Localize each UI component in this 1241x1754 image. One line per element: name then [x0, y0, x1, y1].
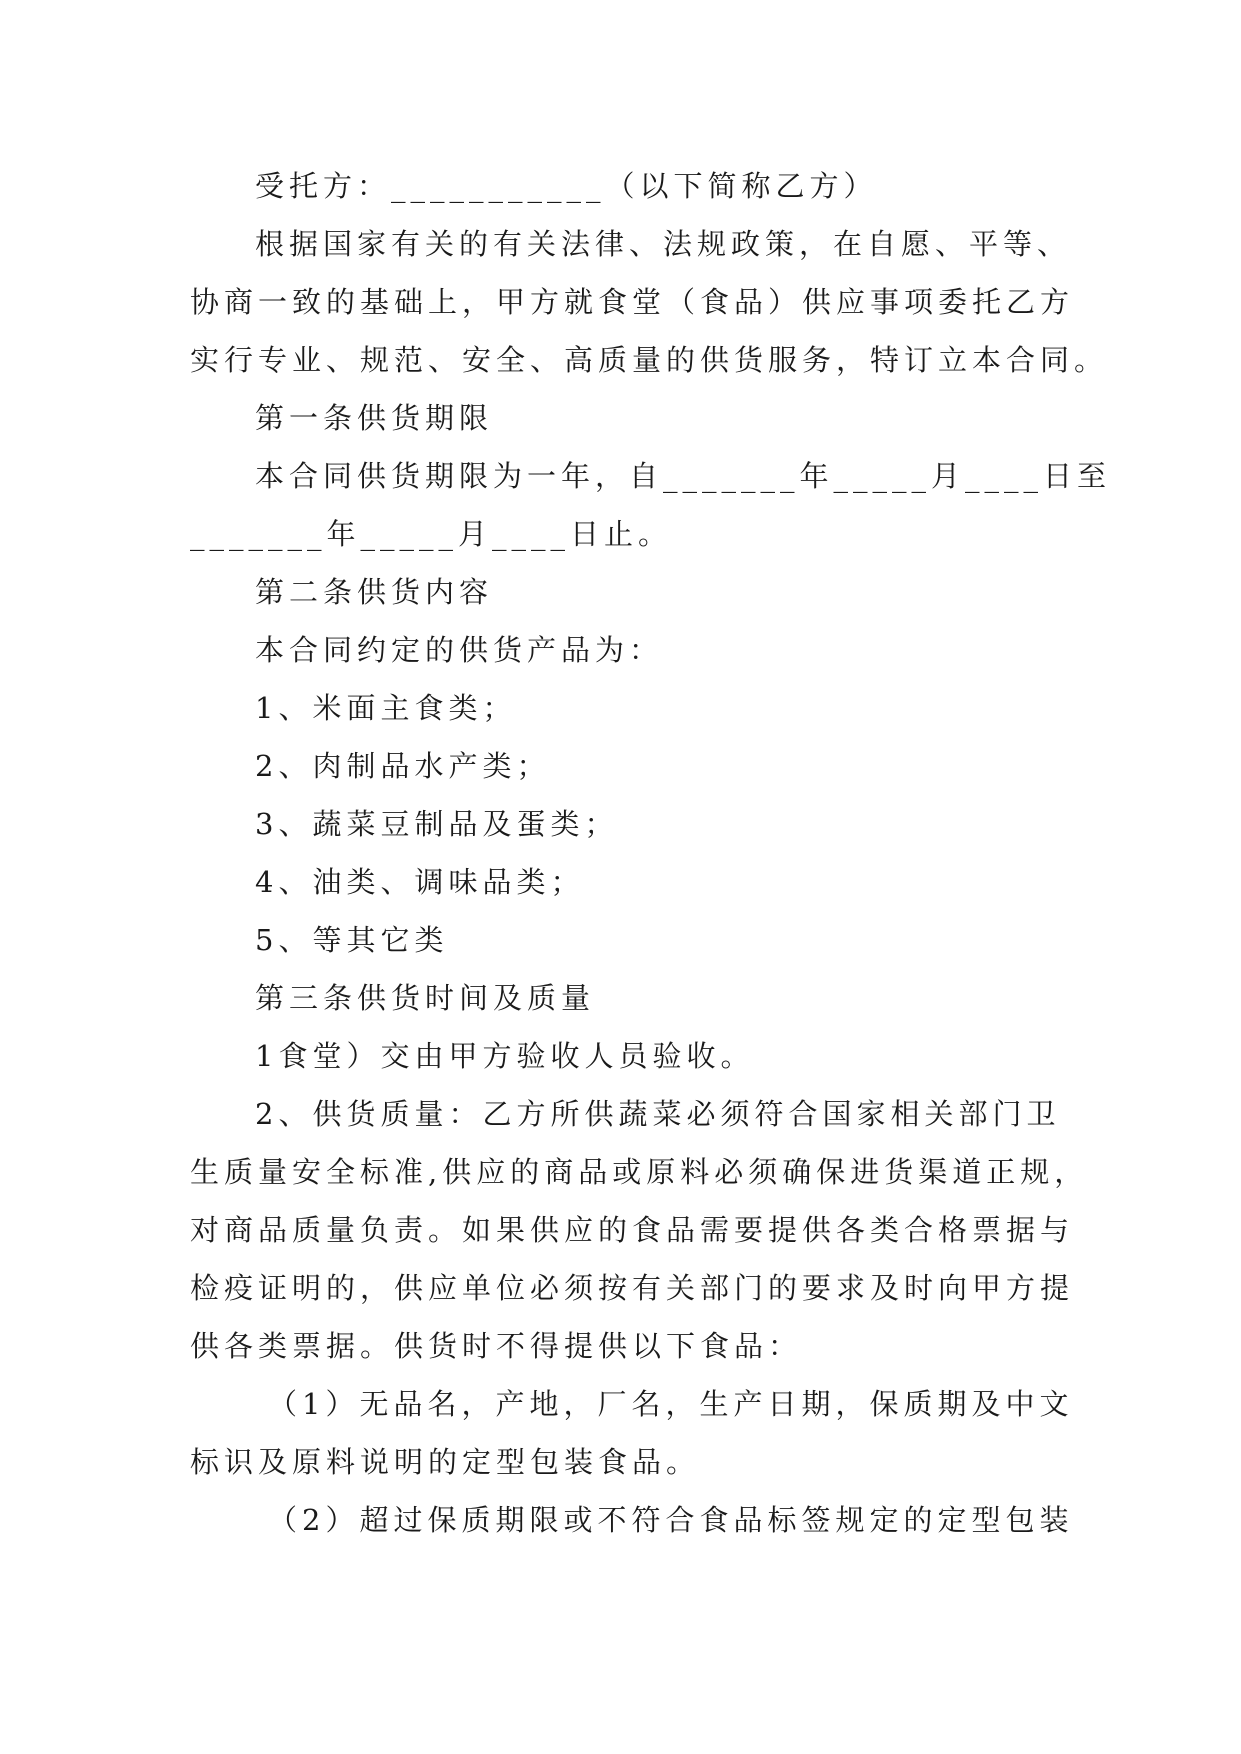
paragraph-line: 检疫证明的，供应单位必须按有关部门的要求及时向甲方提 — [190, 1271, 1075, 1305]
paragraph-line: 标识及原料说明的定型包装食品。 — [190, 1445, 701, 1479]
entrusted-party-line: 受托方：___________（以下简称乙方） — [255, 169, 878, 203]
paragraph-line: 2、供货质量：乙方所供蔬菜必须符合国家相关部门卫 — [255, 1097, 1061, 1131]
article-heading: 第二条供货内容 — [255, 575, 494, 609]
paragraph-line: 供各类票据。供货时不得提供以下食品： — [190, 1329, 803, 1363]
paragraph-line: 生质量安全标准,供应的商品或原料必须确保进货渠道正规， — [190, 1155, 1089, 1189]
list-item: 5、等其它类 — [255, 923, 449, 957]
list-item: 3、蔬菜豆制品及蛋类； — [255, 807, 619, 841]
list-item: 4、油类、调味品类； — [255, 865, 585, 899]
list-item: 2、肉制品水产类； — [255, 749, 551, 783]
paragraph-line: 对商品质量负责。如果供应的食品需要提供各类合格票据与 — [190, 1213, 1075, 1247]
article-heading: 第一条供货期限 — [255, 401, 494, 435]
article-heading: 第三条供货时间及质量 — [255, 981, 596, 1015]
paragraph-line: 本合同供货期限为一年，自_______年_____月____日至 — [255, 459, 1112, 493]
paragraph-line: 协商一致的基础上，甲方就食堂（食品）供应事项委托乙方 — [190, 285, 1075, 319]
paragraph-line: 实行专业、规范、安全、高质量的供货服务，特订立本合同。 — [190, 343, 1109, 377]
list-item: （2）超过保质期限或不符合食品标签规定的定型包装 — [268, 1503, 1074, 1537]
paragraph-line: 根据国家有关的有关法律、法规政策，在自愿、平等、 — [255, 227, 1072, 261]
paragraph-line: _______年_____月____日止。 — [190, 517, 673, 551]
list-item: （1）无品名，产地，厂名，生产日期，保质期及中文 — [268, 1387, 1074, 1421]
paragraph-line: 1食堂）交由甲方验收人员验收。 — [255, 1039, 755, 1073]
paragraph-line: 本合同约定的供货产品为： — [255, 633, 664, 667]
list-item: 1、米面主食类； — [255, 691, 517, 725]
